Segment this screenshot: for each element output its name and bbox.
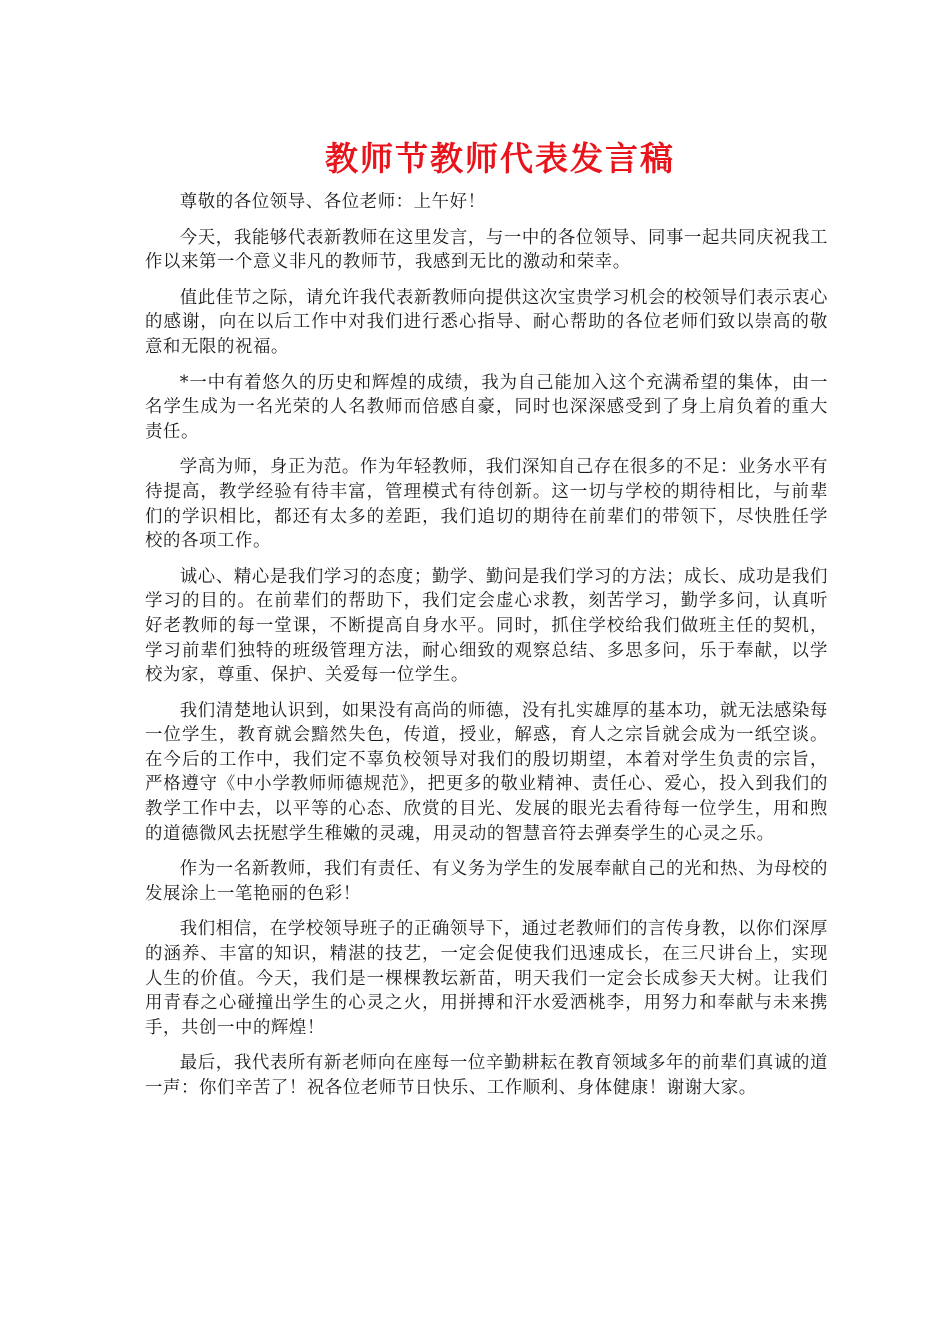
paragraph: 值此佳节之际，请允许我代表新教师向提供这次宝贵学习机会的校领导们表示衷心的感谢，向在以后工作中对我们进行悉心指导、耐心帮助的各位老师们致以崇高的敬意和无限的祝福。 xyxy=(145,287,828,357)
paragraph: 今天，我能够代表新教师在这里发言，与一中的各位领导、同事一起共同庆祝我工作以来第一个意义非凡的教师节，我感到无比的激动和荣幸。 xyxy=(145,227,828,273)
document-title: 教师节教师代表发言稿 xyxy=(325,139,675,178)
paragraph: 学高为师，身正为范。作为年轻教师，我们深知自己存在很多的不足：业务水平有待提高，教学经验有待丰富，管理模式有待创新。这一切与学校的期待相比，与前辈们的学识相比，都还有太多的差距，我们追切的期待在前辈们的带领下，尽快胜任学校的各项工作。 xyxy=(145,457,828,552)
document-body xyxy=(145,190,828,1112)
paragraph: 诚心、精心是我们学习的态度；勤学、勤问是我们学习的方法；成长、成功是我们学习的目的。在前辈们的帮助下，我们定会虚心求教，刻苦学习，勤学多问，认真听好老教师的每一堂课，不断提高自身水平。同时，抓住学校给我们做班主任的契机，学习前辈们独特的班级管理方法，耐心细致的观察总结、多思多问，乐于奉献，以学校为家，尊重、保护、关爱每一位学生。 xyxy=(145,566,828,686)
paragraph-closing: 最后，我代表所有新老师向在座每一位辛勤耕耘在教育领域多年的前辈们真诚的道一声：你们辛苦了！祝各位老师节日快乐、工作顺利、身体健康！谢谢大家。 xyxy=(145,1053,828,1098)
paragraph-greeting: 尊敬的各位领导、各位老师：上午好！ xyxy=(179,192,486,212)
paragraph: 作为一名新教师，我们有责任、有义务为学生的发展奉献自己的光和热、为母校的发展涂上一笔艳丽的色彩！ xyxy=(145,859,828,904)
paragraph: 我们相信，在学校领导班子的正确领导下，通过老教师们的言传身教，以你们深厚的涵养、丰富的知识，精湛的技艺，一定会促使我们迅速成长，在三尺讲台上，实现人生的价值。今天，我们是一棵棵教坛新苗，明天我们一定会长成参天大树。让我们用青春之心碰撞出学生的心灵之火，用拼搏和汗水爱洒桃李，用努力和奉献与未来携手，共创一中的辉煌！ xyxy=(145,919,828,1038)
paragraph: *一中有着悠久的历史和辉煌的成绩，我为自己能加入这个充满希望的集体，由一名学生成为一名光荣的人名教师而倍感自豪，同时也深深感受到了身上肩负着的重大责任。 xyxy=(145,372,828,442)
paragraph: 我们清楚地认识到，如果没有高尚的师德，没有扎实雄厚的基本功，就无法感染每一位学生，教育就会黯然失色，传道，授业，解惑，育人之宗旨就会成为一纸空谈。在今后的工作中，我们定不辜负校领导对我们的殷切期望，本着对学生负责的宗旨，严格遵守《中小学教师师德规范》，把更多的敬业精神、责任心、爱心，投入到我们的教学工作中去，以平等的心态、欣赏的目光、发展的眼光去看待每一位学生，用和煦的道德微风去抚慰学生稚嫩的灵魂，用灵动的智慧音符去弹奏学生的心灵之乐。 xyxy=(145,700,828,844)
